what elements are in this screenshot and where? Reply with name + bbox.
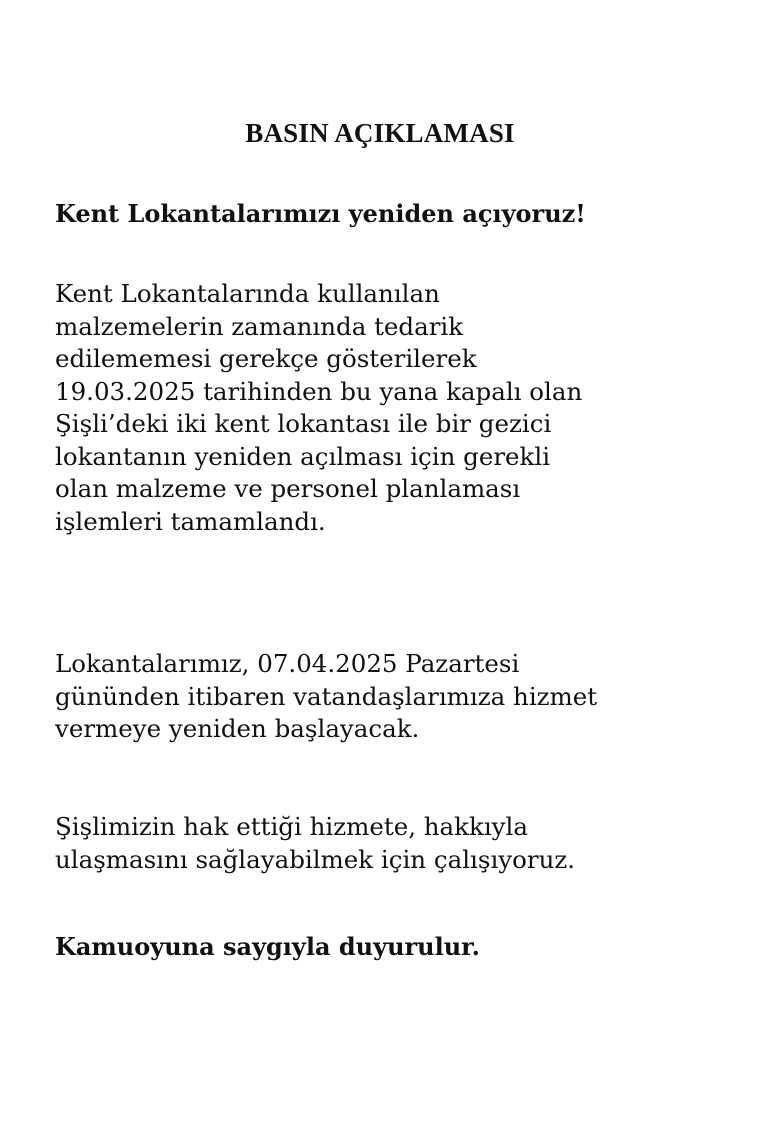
paragraph-line: ulaşmasını sağlayabilmek için çalışıyoruz. — [55, 844, 576, 874]
closing-statement: Kamuoyuna saygıyla duyurulur. — [55, 932, 480, 961]
paragraph-line: Şişlimizin hak ettiği hizmete, hakkıyla — [55, 812, 528, 841]
paragraph-line: Kent Lokantalarında kullanılan — [55, 279, 440, 308]
paragraph-line: 19.03.2025 tarihinden bu yana kapalı olan — [55, 376, 583, 406]
paragraph-reopening-date — [55, 648, 735, 746]
paragraph-line: vermeye yeniden başlayacak. — [55, 714, 420, 743]
paragraph-mission — [55, 811, 735, 876]
paragraph-line: gününden itibaren vatandaşlarımıza hizmet — [55, 681, 598, 711]
headline: Kent Lokantalarımızı yeniden açıyoruz! — [55, 199, 586, 228]
paragraph-line: malzemelerin zamanında tedarik — [55, 311, 464, 341]
paragraph-closure-info — [55, 278, 735, 538]
document-title: BASIN AÇIKLAMASI — [245, 118, 515, 148]
paragraph-line: işlemleri tamamlandı. — [55, 506, 326, 536]
paragraph-line: Şişli’deki iki kent lokantası ile bir gezici — [55, 409, 552, 438]
paragraph-line: lokantanın yeniden açılması için gerekli — [55, 441, 551, 471]
paragraph-line: olan malzeme ve personel planlaması — [55, 474, 521, 503]
paragraph-line: edilememesi gerekçe gösterilerek — [55, 344, 477, 373]
paragraph-line: Lokantalarımız, 07.04.2025 Pazartesi — [55, 649, 520, 678]
